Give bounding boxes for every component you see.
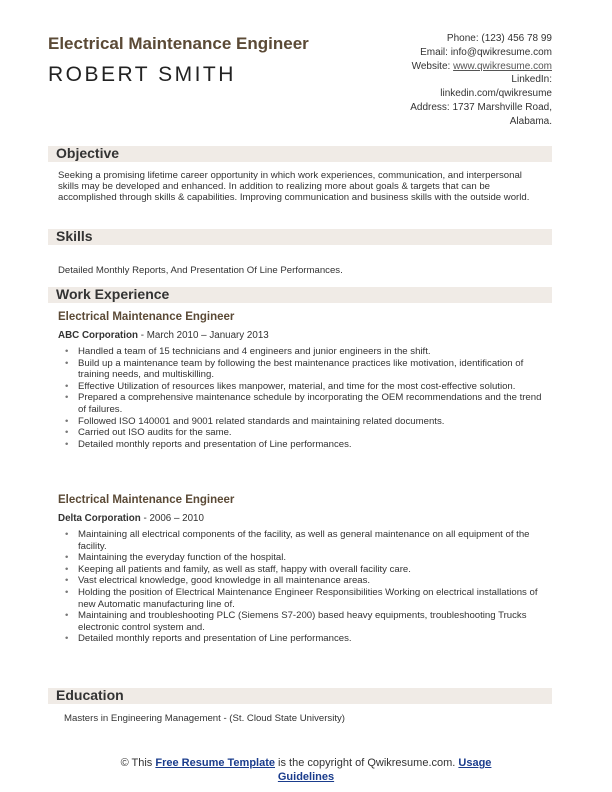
list-item: • Maintaining and troubleshooting PLC (Siemens S7-200) based heavy equipments, troubleshooting Trucks electronic control system and.	[65, 610, 550, 633]
address-line-2: Alabama.	[509, 115, 552, 127]
contact-block	[342, 32, 552, 129]
guidelines-link[interactable]: Guidelines	[277, 770, 335, 783]
copyright-footer	[56, 757, 556, 784]
resume-header	[48, 30, 552, 130]
duties-list-2	[65, 529, 550, 645]
contact-phone: Phone: (123) 456 78 99	[446, 33, 552, 44]
list-item: • Build up a maintenance team by following the best maintenance practices like motivation, identification of training needs, and multiskilling.	[65, 358, 550, 381]
company-name-2: Delta Corporation	[58, 513, 141, 524]
education-section-header	[48, 688, 552, 704]
website-link[interactable]: www.qwikresume.com	[453, 60, 552, 72]
list-item: • Maintaining all electrical components of the facility, as well as general maintenance on all equipment of the facility.	[65, 529, 550, 552]
education-text: Masters in Engineering Management - (St. Cloud State University)	[64, 713, 346, 724]
contact-website	[342, 60, 552, 74]
footer-middle: is the copyright of Qwikresume.com.	[275, 757, 459, 769]
skills-section-header	[48, 229, 552, 245]
job-dates-1: - March 2010 – January 2013	[138, 330, 269, 341]
address-line-1: Address: 1737 Marshville Road,	[410, 101, 552, 113]
company-line-1	[58, 330, 269, 341]
work-experience-heading: Work Experience	[56, 286, 170, 302]
company-line-2	[58, 513, 204, 524]
job-title-2: Electrical Maintenance Engineer	[58, 494, 235, 506]
education-heading: Education	[56, 687, 124, 703]
work-experience-section-header	[48, 287, 552, 303]
list-item: • Detailed monthly reports and presentation of Line performances.	[65, 633, 550, 645]
list-item: • Effective Utilization of resources likes manpower, material, and time for the most cost-effective solution.	[65, 381, 550, 393]
linkedin-url: linkedin.com/qwikresume	[440, 88, 552, 100]
job-title-1: Electrical Maintenance Engineer	[58, 311, 235, 323]
job-title: Electrical Maintenance Engineer	[48, 34, 309, 53]
list-item: • Vast electrical knowledge, good knowledge in all maintenance areas.	[65, 575, 550, 587]
usage-link[interactable]: Usage	[458, 757, 492, 769]
list-item: • Keeping all patients and family, as well as staff, happy with overall facility care.	[65, 564, 550, 576]
linkedin-label: LinkedIn:	[511, 74, 552, 86]
footer-prefix: © This	[120, 757, 156, 769]
list-item: • Holding the position of Electrical Maintenance Engineer Responsibilities Working on electrical installations of new Automatic manufacturing line of.	[65, 587, 550, 610]
list-item: • Followed ISO 140001 and 9001 related standards and maintaining related documents.	[65, 416, 550, 428]
company-name-1: ABC Corporation	[58, 330, 139, 341]
list-item: • Handled a team of 15 technicians and 4 engineers and junior engineers in the shift.	[65, 346, 550, 358]
list-item: • Maintaining the everyday function of the hospital.	[65, 552, 550, 564]
list-item: • Prepared a comprehensive maintenance schedule by incorporating the OEM recommendations and the trend of failures.	[65, 392, 550, 415]
list-item: • Detailed monthly reports and presentation of Line performances.	[65, 439, 550, 451]
free-resume-template-link[interactable]: Free Resume Template	[155, 757, 275, 769]
duties-list-1	[65, 346, 550, 450]
skills-text: Detailed Monthly Reports, And Presentation Of Line Performances.	[58, 265, 343, 276]
contact-email: Email: info@qwikresume.com	[420, 46, 552, 58]
objective-text: Seeking a promising lifetime career opportunity in which work experiences, communication, and interpersonal skills may be developed and enhanced. In addition to realizing more about goals & targets that can be accomplished through skills & capabilities. Improving communication and business skills with the outside world.	[58, 170, 530, 204]
website-label: Website:	[411, 60, 451, 72]
list-item: • Carried out ISO audits for the same.	[65, 427, 550, 439]
objective-heading: Objective	[56, 145, 120, 161]
job-dates-2: - 2006 – 2010	[140, 513, 204, 524]
person-name: ROBERT SMITH	[48, 63, 236, 86]
skills-heading: Skills	[56, 228, 93, 244]
objective-section-header	[48, 146, 552, 162]
